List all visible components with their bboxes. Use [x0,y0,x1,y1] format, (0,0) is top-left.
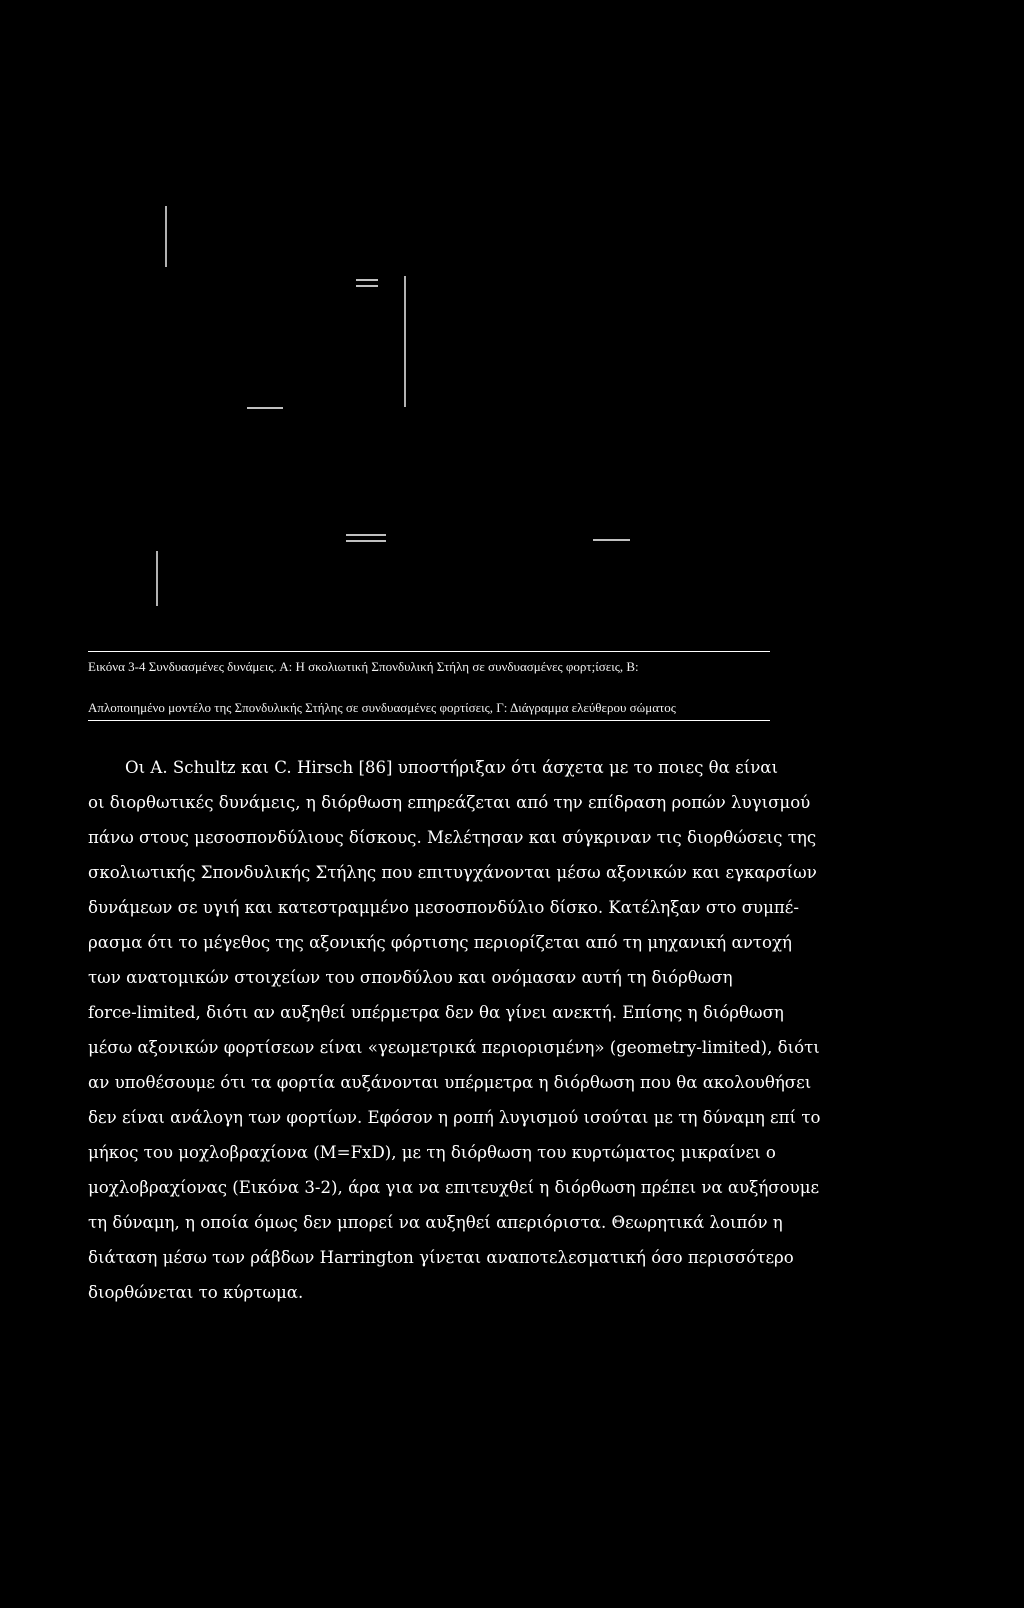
paragraph-line: τη δύναμη, η οποία όμως δεν μπορεί να αυξηθεί απεριόριστα. Θεωρητικά λοιπόν η [88,1213,783,1232]
paragraph-line: αν υποθέσουμε ότι τα φορτία αυξάνονται υπέρμετρα η διόρθωση που θα ακολουθήσει [88,1073,812,1092]
caption-bottom-rule [88,720,770,721]
figure-image [0,0,1024,640]
paragraph-line: force-limited, διότι αν αυξηθεί υπέρμετρα δεν θα γίνει ανεκτή. Επίσης η διόρθωση [88,1003,784,1022]
paragraph-line: μέσω αξονικών φορτίσεων είναι «γεωμετρικά περιορισμένη» (geometry-limited), διότι [88,1038,820,1057]
figure-strokes [0,0,1024,640]
paragraph-line: σκολιωτικής Σπονδυλικής Στήλης που επιτυγχάνονται μέσω αξονικών και εγκαρσίων [88,863,817,882]
paragraph-line: ρασμα ότι το μέγεθος της αξονικής φόρτισης περιορίζεται από τη μηχανική αντοχή [88,933,792,952]
paragraph-line: πάνω στους μεσοσπονδύλιους δίσκους. Μελέτησαν και σύγκριναν τις διορθώσεις της [88,828,817,847]
paragraph-line: δεν είναι ανάλογη των φορτίων. Εφόσον η ροπή λυγισμού ισούται με τη δύναμη επί το [88,1108,821,1127]
paragraph-line: διάταση μέσω των ράβδων Harrington γίνεται αναποτελεσματική όσο περισσότερο [88,1248,794,1267]
paragraph-line: μήκος του μοχλοβραχίονα (M=FxD), με τη διόρθωση του κυρτώματος μικραίνει ο [88,1143,776,1162]
paragraph-line: οι διορθωτικές δυνάμεις, η διόρθωση επηρεάζεται από την επίδραση ροπών λυγισμού [88,793,811,812]
paragraph-line: μοχλοβραχίονας (Εικόνα 3-2), άρα για να επιτευχθεί η διόρθωση πρέπει να αυξήσουμε [88,1178,820,1197]
paragraph-line: των ανατομικών στοιχείων του σπονδύλου και ονόμασαν αυτή τη διόρθωση [88,968,733,987]
paragraph-line: δυνάμεων σε υγιή και κατεστραμμένο μεσοσπονδύλιο δίσκο. Κατέληξαν στο συμπέ- [88,898,800,917]
caption-line-1: Εικόνα 3-4 Συνδυασμένες δυνάμεις. Α: Η σκολιωτική Σπονδυλική Στήλη σε συνδυασμένες φορτ;ίσεις, Β: [88,659,639,674]
caption-line-2: Απλοποιημένο μοντέλο της Σπονδυλικής Στήλης σε συνδυασμένες φορτίσεις, Γ: Διάγραμμα ελεύθερου σώματος [88,700,676,715]
paragraph-line: διορθώνεται το κύρτωμα. [88,1283,304,1302]
paragraph-line: Οι Α. Schultz και C. Hirsch [86] υποστήριξαν ότι άσχετα με το ποιες θα είναι [125,758,779,777]
caption-top-rule [88,651,770,652]
